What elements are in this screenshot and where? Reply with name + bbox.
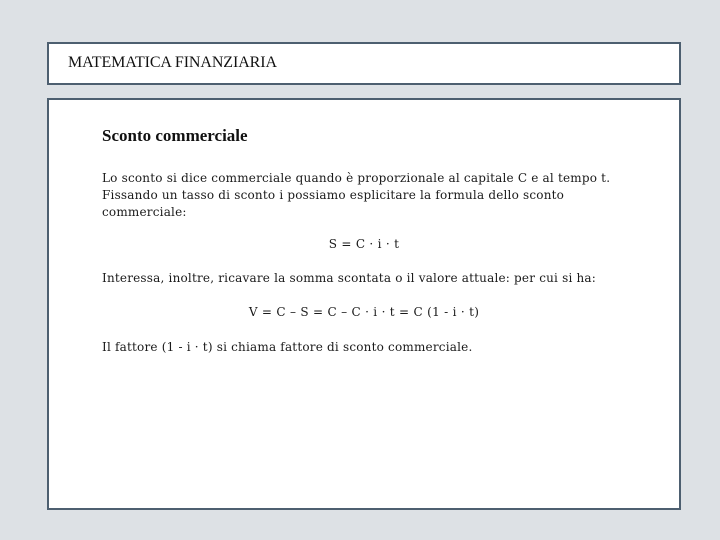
paragraph-present-value: Interessa, inoltre, ricavare la somma scontata o il valore attuale: per cui si ha: [102, 271, 597, 285]
content-box [47, 98, 681, 510]
header-box [47, 42, 681, 85]
formula-discount: S = C · i · t [328, 237, 400, 251]
page-title: MATEMATICA FINANZIARIA [68, 54, 277, 71]
paragraph-discount-factor: Il fattore (1 - i · t) si chiama fattore di sconto commerciale. [102, 340, 473, 354]
paragraph-definition: Lo sconto si dice commerciale quando è proporzionale al capitale C e al tempo t. Fissando un tasso di sconto i possiamo esplicitare la formula dello sconto commerciale: [102, 171, 611, 219]
formula-present-value: V = C – S = C – C · i · t = C (1 - i · t) [248, 305, 480, 319]
section-title: Sconto commerciale [102, 126, 248, 145]
